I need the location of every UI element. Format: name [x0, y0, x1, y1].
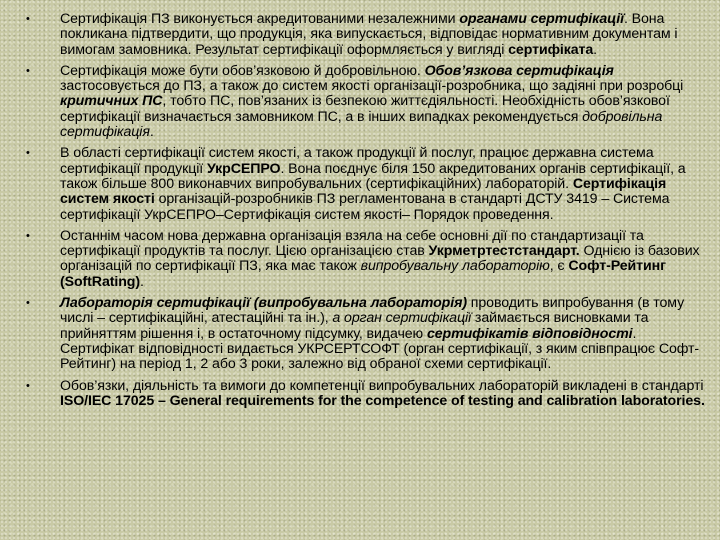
bullet-marker: •	[26, 147, 30, 160]
term-certification-bodies: органами сертифікації	[459, 11, 624, 27]
text-segment: Сертифікація може бути обов’язковою й добровільною.	[60, 62, 425, 79]
term-mandatory-certification: Обов’язкова сертифікація	[424, 62, 614, 79]
term-soft-rating: Софт-Рейтинг (SoftRating)	[60, 258, 666, 290]
term-voluntary-certification: добровільна сертифікація	[60, 108, 663, 141]
text-segment: застосовується до ПЗ, а також до систем якості організації-розробника, що задіяні при розробці	[60, 78, 684, 95]
text-segment: .	[139, 273, 144, 290]
text-segment: займається висновками та прийняттям рішення і, в остаточному підсумку, видачею	[60, 310, 649, 342]
text-segment: , тобто ПС, пов’язаних із безпекою життєдіяльності. Необхідність обов’язкової сертифікації визначається замовником ПС, а в інших випадках рекомендується	[60, 93, 670, 125]
text-segment: , є	[549, 258, 569, 275]
bullet-certification-bodies	[26, 12, 706, 58]
term-ukrsepro: УкрСЕПРО	[206, 160, 281, 177]
term-conformity-certificates: сертифікатів відповідності	[426, 325, 633, 342]
text-segment: проводить випробування (в тому числі – сертифікаційні, атестаційні та ін.),	[60, 295, 685, 327]
text-segment: . Сертифікат відповідності видається УКРСЕРТСОФТ (орган сертифікації, з яким співпрацює Софт-Рейтинг) на період 1, 2 або 3 роки, залежно від обраної схеми сертифікації.	[60, 325, 700, 373]
term-iso-iec-17025: ISO/IEC 17025 – General requirements for the competence of testing and calibration laboratories.	[60, 392, 705, 409]
bullet-marker: •	[26, 229, 30, 242]
term-testing-laboratory: випробувальну лабораторію	[360, 258, 550, 275]
text-segment: . Вона покликана підтвердити, що продукція, яка випускається, відповідає нормативним документам і вимогам замовника. Результат сертифікації оформляється у вигляді	[60, 11, 678, 58]
text-segment: . Вона поєднує біля 150 акредитованих органів сертифікації, а також більше 800 виконавчих випробувальних (сертифікаційних) лабораторій.	[60, 160, 686, 192]
bullet-marker: •	[26, 64, 30, 77]
term-quality-system-certification: Сертифікація систем якості	[60, 175, 667, 208]
text-segment: організацій-розробників ПЗ регламентована в стандарті ДСТУ 3419 – Система сертифікації УкрСЕПРО–Сертифікація систем якості– Порядок проведення.	[60, 191, 670, 223]
bullet-iso-17025	[26, 379, 706, 410]
term-certification-laboratory: Лабораторія сертифікації (випробувальна лабораторія)	[60, 295, 467, 312]
text-segment: Обов’язки, діяльність та вимоги до компетенції випробувальних лабораторій викладені в стандарті	[60, 377, 704, 394]
text-segment: Однією із базових організацій по сертифікації ПЗ, яка має також	[60, 243, 700, 275]
text-segment: Останнім часом нова державна організація взяла на себе основні дії по стандартизації та сертифікації продуктів та послуг. Цією організацією став	[60, 227, 644, 260]
bullet-certification-laboratory	[26, 296, 706, 372]
text-segment: В області сертифікації систем якості, а також продукції й послуг, працює державна система сертифікації продукції	[60, 145, 654, 177]
term-certificate: сертифіката	[508, 41, 594, 58]
term-critical-software: критичних ПС	[60, 93, 163, 110]
bullet-marker: •	[26, 13, 30, 25]
bullet-mandatory-voluntary	[26, 64, 706, 140]
bullet-marker: •	[26, 379, 30, 392]
bullet-ukrsepro	[26, 146, 706, 222]
bullet-ukrmetrteststandard	[26, 229, 706, 290]
bullet-list	[26, 12, 706, 415]
term-ukrmetrteststandard: Укрметртестстандарт.	[428, 243, 580, 260]
text-segment: .	[593, 41, 597, 58]
text-segment: Сертифікація ПЗ виконується акредитованими незалежними	[60, 11, 460, 27]
text-segment: .	[149, 124, 154, 141]
bullet-marker: •	[26, 297, 30, 310]
term-certification-body: а орган сертифікації	[332, 310, 472, 327]
